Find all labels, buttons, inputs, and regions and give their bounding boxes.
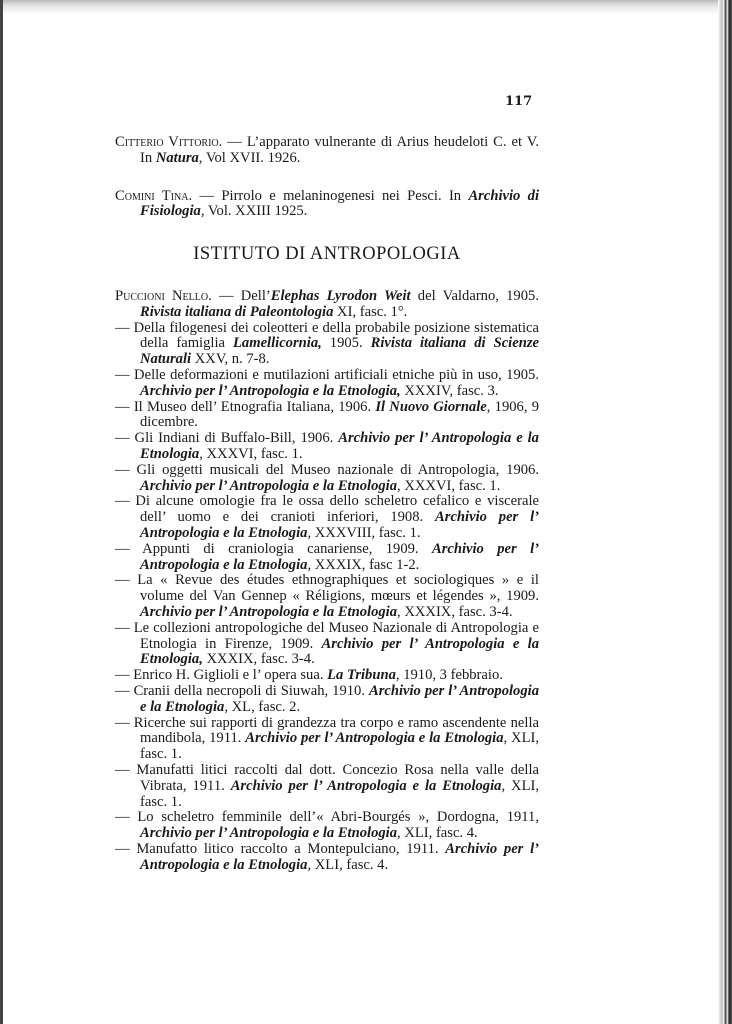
section-heading: ISTITUTO DI ANTROPOLOGIA — [193, 244, 461, 264]
entry-text: , XXXIX, fasc 1-2. — [307, 556, 420, 573]
scan-edge-right — [718, 0, 732, 1024]
bibliography-entry — [115, 542, 539, 574]
bibliography-entry — [115, 400, 539, 432]
entry-text: , XXXVI, fasc. 1. — [397, 477, 501, 494]
scan-edge-top — [0, 0, 732, 14]
entry-text: , XLI, fasc. 1. — [140, 730, 540, 763]
entry-text: — L’apparato vulnerante di Arius heudeloti C. et V. In — [140, 134, 539, 166]
entry-text: , 1906, 9 dicembre. — [140, 398, 540, 431]
bibliography-entry — [115, 368, 539, 400]
entry-text: — Lo scheletro femminile dell’« Abri-Bourgés », Dordogna, 1911, — [115, 809, 539, 826]
publication-title: Archivio per l’ Antropologia e la Etnologia — [245, 730, 504, 747]
entry-text: , XXXVIII, fasc. 1. — [307, 524, 421, 541]
entry-text: , XXXIX, fasc. 3-4. — [397, 603, 513, 620]
entry-text: — Le collezioni antropologiche del Museo Nazionale di Antropologia e Etnologia in Firenze, 1909. — [115, 619, 539, 652]
entry-text: — Il Museo dell’ Etnografia Italiana, 1906. — [115, 398, 376, 415]
bibliography-entry — [115, 431, 539, 463]
entry-text: , Vol XVII. 1926. — [198, 149, 301, 166]
publication-title: Archivio di Fisiologia — [140, 187, 540, 220]
entry-text: XI, fasc. 1°. — [333, 303, 408, 320]
bibliography-entry — [115, 289, 539, 321]
publication-title: Archivio per l’ Antropologia e la Etnologia, — [140, 635, 539, 668]
entry-text: , XLI, fasc. 1. — [140, 777, 539, 810]
entry-text: — Pirrolo e melaninogenesi nei Pesci. In — [192, 187, 469, 204]
publication-title: Natura — [155, 149, 199, 166]
entry-text: — Enrico H. Giglioli e l’ opera sua. — [115, 667, 328, 684]
entry-text: — Dell’ — [211, 288, 271, 304]
author-name: Comini Tina. — [115, 187, 193, 204]
page-number: 117 — [505, 94, 533, 109]
publication-title: Archivio per l’ Antropologia e la Etnologia — [140, 540, 539, 573]
bibliography-entry — [115, 321, 539, 368]
author-name: Citterio Vittorio. — [115, 134, 223, 150]
bibliography-entry — [115, 189, 539, 221]
entry-text: — Ricerche sui rapporti di grandezza tra corpo e ramo ascendente nella mandibola, 1911. — [115, 714, 539, 747]
publication-title: Archivio per l’ Antropologia e la Etnologia — [230, 777, 502, 794]
bibliography-entry — [115, 684, 539, 716]
bibliography-entry — [115, 463, 539, 495]
bibliography-entry — [115, 621, 539, 668]
entry-text: , Vol. XXIII 1925. — [200, 203, 308, 220]
publication-title: Archivio per l’ Antropologia e la Etnologia — [140, 477, 398, 494]
entry-text: XXXIX, fasc. 3-4. — [202, 651, 315, 668]
publication-title: Archivio per l’ Antropologia e la Etnologia — [140, 840, 540, 873]
bibliography-entry — [115, 494, 539, 541]
entry-text: , XXXVI, fasc. 1. — [199, 445, 303, 462]
publication-title: Rivista italiana di Paleontologia — [140, 303, 334, 320]
entry-text: — Manufatti litici raccolti dal dott. Concezio Rosa nella valle della Vibrata, 1911. — [115, 761, 539, 794]
publication-title: Archivio per l’ Antropologia e la Etnologia — [140, 430, 539, 462]
publication-title: Rivista italiana di Scienze Naturali — [140, 335, 539, 368]
bibliography-list — [115, 289, 539, 873]
bibliography-entry — [115, 810, 539, 842]
entry-text: — Cranii della necropoli di Siuwah, 1910. — [115, 682, 369, 699]
entry-text: — Della filogenesi dei coleotteri e della probabile posizione sistematica della famiglia — [115, 319, 539, 352]
entry-text: XXXIV, fasc. 3. — [400, 382, 499, 399]
bibliography-entry — [115, 135, 539, 167]
top-bibliography — [115, 135, 539, 242]
publication-title: Archivio per l’ Antropologia e la Etnologia — [140, 825, 398, 842]
publication-title: Lamellicornia, — [233, 335, 322, 352]
publication-title: Il Nuovo Giornale — [375, 398, 487, 415]
entry-text: 1905. — [321, 335, 371, 352]
entry-text: — Di alcune omologie fra le ossa dello scheletro cefalico e viscerale dell’ uomo e dei cranioti inferiori, 1908. — [115, 493, 539, 526]
entry-text: — Gli oggetti musicali del Museo nazionale di Antropologia, 1906. — [115, 461, 539, 478]
publication-title: Archivio per l’ Antropologia e la Etnologia — [140, 509, 539, 541]
entry-text: — Appunti di craniologia canariense, 1909. — [115, 540, 432, 557]
bibliography-entry — [115, 842, 539, 874]
author-name: Puccioni Nello. — [115, 288, 212, 304]
publication-title: Elephas Lyrodon Weit — [270, 288, 411, 304]
entry-text: — Delle deformazioni e mutilazioni artificiali etniche più in uso, 1905. — [115, 366, 539, 383]
bibliography-entry — [115, 573, 539, 620]
publication-title: Archivio per l’ Antropologia e la Etnologia — [140, 682, 539, 715]
scan-edge-left — [0, 0, 3, 1024]
entry-text: , XL, fasc. 2. — [224, 698, 301, 715]
entry-text: — Manufatto litico raccolto a Montepulciano, 1911. — [115, 840, 446, 857]
publication-title: La Tribuna — [327, 667, 396, 684]
entry-text: XXV, n. 7-8. — [191, 351, 270, 368]
publication-title: Archivio per l’ Antropologia e la Etnologia — [140, 603, 398, 620]
entry-text: , XLI, fasc. 4. — [397, 825, 478, 842]
publication-title: Archivio per l’ Antropologia e la Etnologia, — [140, 382, 401, 399]
bibliography-entry — [115, 668, 539, 684]
entry-text: , 1910, 3 febbraio. — [395, 667, 503, 684]
entry-text: , XLI, fasc. 4. — [307, 856, 389, 873]
bibliography-entry — [115, 716, 539, 763]
entry-text: — Gli Indiani di Buffalo-Bill, 1906. — [115, 430, 339, 447]
entry-text: — La « Revue des études ethnographiques et sociologiques » e il volume del Van Gennep « Réligions, mœurs et légendes », 1909. — [115, 572, 539, 605]
entry-text: del Valdarno, 1905. — [410, 288, 539, 304]
bibliography-entry — [115, 763, 539, 810]
